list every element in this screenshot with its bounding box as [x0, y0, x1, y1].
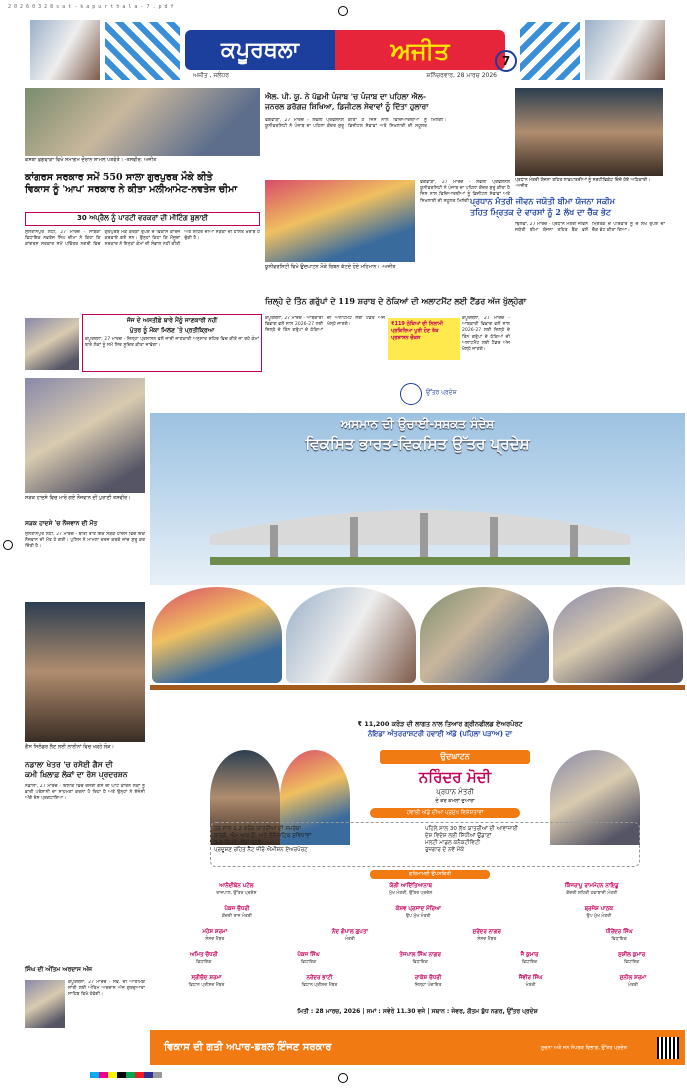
advertisement-up-airport: [150, 375, 685, 1065]
masthead-date: ਸ਼ਨਿੱਚਰਵਾਰ, 28 ਮਾਰਚ 2026: [426, 72, 497, 79]
ad-features-left: ਹਰ ਸਾਲ 1.2 ਕਰੋੜ ਯਾਤਰੀਆਂ ਦੀ ਸਮਰੱਥਾ ਕਾਰਗੋ, ਐਮ.ਆਰ.ਓ. ਅਤੇ ਲੌਜਿਸਟਿਕ ਸੁਵਿਧਾਵਾਂ 3.9 ਕਿ.ਮੀ. ਲੰਬਾ ਰਨਵੇ ਪ੍ਰਦੂਸ਼ਣ ਰਹਿਤ ਨੈੱਟ ਜ਼ੀਰੋ ਐਮੀਸ਼ਨ ਏਅਰਪੋਰਟ: [214, 826, 312, 853]
article-body-obituary: ਕਪੂਰਥਲਾ, 27 ਮਾਰਚ - ਸਵ. ਦੀ ਆਤਮਿਕ ਸ਼ਾਂਤੀ ਲਈ ਅੰਤਿਮ ਅਰਦਾਸ ਅੱਜ ਗੁਰਦੁਆਰਾ ਸਾਹਿਬ ਵਿਖੇ ਹੋਵੇਗੀ।: [68, 980, 145, 998]
dignitary-card: ਕਿੰਜਰਾਪੂ ਰਾਮਮੋਹਨ ਨਾਇਡੂ ਕੇਂਦਰੀ ਸ਼ਹਿਰੀ ਹਵਾਬਾਜ਼ੀ ਮੰਤਰੀ: [564, 883, 619, 896]
dignitary-card: ਪੰਕਜ ਸਿੰਘ ਵਿਧਾਇਕ: [297, 952, 320, 965]
ad-event-details: ਮਿਤੀ : 28 ਮਾਰਚ, 2026 | ਸਮਾਂ : ਸਵੇਰੇ 11.30 ਵਜੇ | ਸਥਾਨ : ਜੇਵਰ, ਗੌਤਮ ਬੁੱਧ ਨਗਰ, ਉੱਤਰ ਪ੍ਰਦੇਸ਼: [297, 1008, 538, 1015]
headline-pm-scheme: ਪ੍ਰਧਾਨ ਮੰਤਰੀ ਜੀਵਨ ਜਯੋਤੀ ਬੀਮਾ ਯੋਜਨਾ ਸਕੀਮ ਤਹਿਤ ਮ੍ਰਿਤਕ ਦੇ ਵਾਰਸਾਂ ਨੂੰ 2 ਲੱਖ ਦਾ ਚੈੱਕ ਭੇਟ: [470, 196, 615, 217]
print-slug: 2 0 2 6 0 3 2 8 s a t - k a p u r t h a l a - 7 . p d f: [8, 4, 174, 10]
ad-thumb-interior: [152, 587, 282, 683]
dignitary-card: ਰਾਕੇਸ਼ ਚੌਧਰੀ ਜ਼ਿਲ੍ਹਾ ਪੰਚਾਇਤ: [414, 975, 442, 988]
dignitary-card: ਮਹੇਸ਼ ਸ਼ਰਮਾ ਸੰਸਦ ਮੈਂਬਰ: [202, 929, 228, 942]
dignitary-card: ਜੈ ਕੁਮਾਰ ਵਿਧਾਇਕ: [520, 952, 539, 965]
dignitary-card: ਸੁਨੀਲ ਸ਼ਰਮਾ ਮੰਤਰੀ: [619, 975, 647, 988]
airport-terminal-graphic: [210, 495, 630, 565]
ad-image-strip: [150, 585, 685, 685]
ad-footer: [150, 1030, 685, 1065]
ad-udghatan-badge: ਉਦਘਾਟਨ: [380, 750, 530, 764]
article-body-liquor: ਕਪੂਰਥਲਾ, 27 ਮਾਰਚ - ਆਬਕਾਰੀ ਵਿਭਾਗ ਵਲੋਂ ਸਾਲ 2026-27 ਲਈ ਜ਼ਿਲ੍ਹੇ ਦੇ ਤਿੰਨ ਗਰੁੱਪਾਂ ਦੇ ਠੇਕਿਆਂ ਦੀ ਅਲਾਟਮੈਂਟ ਲਈ ਟੈਂਡਰ ਅੱਜ ਖੋਲ੍ਹੇ ਜਾਣਗੇ।: [265, 316, 385, 334]
ad-project-line-2: ਨੋਇਡਾ ਅੰਤਰਰਾਸ਼ਟਰੀ ਹਵਾਈ ਅੱਡੇ (ਪਹਿਲਾ ਪੜਾਅ) ਦਾ: [367, 730, 513, 738]
dignitary-card: ਯੋਗੀ ਆਦਿੱਤਿਆਨਾਥ ਮੁੱਖ ਮੰਤਰੀ, ਉੱਤਰ ਪ੍ਰਦੇਸ਼: [389, 883, 433, 896]
ad-by-line: ਦੇ ਕਰ ਕਮਲਾਂ ਦੁਆਰਾ: [435, 798, 475, 804]
qr-code-icon: [657, 1037, 679, 1059]
ad-body: [150, 690, 685, 1030]
headline-gas-protest: ਨਡਾਲਾ ਖੇਤਰ 'ਚ ਰਸੋਈ ਗੈਸ ਦੀ ਕਮੀ ਖ਼ਿਲਾਫ਼ ਲੋਕਾਂ ਦਾ ਰੋਸ ਪ੍ਰਦਰਸ਼ਨ: [25, 760, 128, 779]
ad-thumb-hall: [420, 587, 550, 683]
registration-mark: [338, 6, 348, 16]
ad-footer-slogan: ਵਿਕਾਸ ਦੀ ਗਤੀ ਅਪਾਰ-ਡਬਲ ਇੰਜਣ ਸਰਕਾਰ: [164, 1042, 332, 1053]
header-decoration-right: [520, 22, 580, 80]
article-body-congress: ਸੁਲਤਾਨਪੁਰ ਲੋਧੀ, 27 ਮਾਰਚ - ਸਾਬਕਾ ਵਿਧਾਇਕ ਨਵਤੇਜ ਸਿੰਘ ਚੀਮਾ ਨੇ ਕਿਹਾ ਕਿ ਕਾਂਗਰਸ ਸਰਕਾਰ ਸਮੇਂ ਪਵਿੱਤਰ ਨਗਰੀ ਵਿਚ ਗੁਰਪੁਰਬ ਮੌਕੇ ਕਰੋੜਾਂ ਰੁਪਏ ਦੇ ਵਿਕਾਸ ਕਾਰਜ ਕਰਵਾਏ ਗਏ ਸਨ। ਉਨ੍ਹਾਂ ਕਿਹਾ ਕਿ ਮੌਜੂਦਾ ਸਰਕਾਰ ਨੇ ਇਨ੍ਹਾਂ ਕੰਮਾਂ ਦੀ ਸੰਭਾਲ ਨਹੀਂ ਕੀਤੀ ਅਤੇ ਸ਼ਹਿਰ ਦੀਆਂ ਸੜਕਾਂ ਦੀ ਹਾਲਤ ਖ਼ਰਾਬ ਹੋ ਚੁੱਕੀ ਹੈ।: [25, 230, 260, 248]
dignitaries-row-3: [150, 929, 685, 942]
dignitaries-row-1: [150, 883, 685, 896]
header-building-image-right: [585, 20, 665, 80]
dignitary-card: ਆਨੰਦੀਬੇਨ ਪਟੇਲ ਰਾਜਪਾਲ, ਉੱਤਰ ਪ੍ਰਦੇਸ਼: [216, 883, 257, 896]
ad-pm-name: ਨਰਿੰਦਰ ਮੋਦੀ: [418, 768, 492, 786]
masthead-city: ਕਪੂਰਥਲਾ: [185, 30, 335, 70]
dignitary-card: ਜੈਵੀਰ ਸਿੰਘ ਮੰਤਰੀ: [518, 975, 543, 988]
photo-caption: ਕਸਬਾ ਫਗਵਾੜਾ ਵਿਖੇ ਸਮਾਗਮ ਦੌਰਾਨ ਸ਼ਾਮਲ ਪਤਵੰਤੇ। -ਤਸਵੀਰ: ਅਜੀਤ: [25, 157, 157, 163]
dignitary-card: ਨੰਦ ਗੋਪਾਲ ਗੁਪਤਾ ਮੰਤਰੀ: [331, 929, 368, 942]
headline-lpu: ਐਲ. ਪੀ. ਯੂ. ਨੇ ਪੱਛਮੀ ਪੰਜਾਬ 'ਚ ਪੰਜਾਬ ਦਾ ਪਹਿਲਾ ਐਲ- ਜਨਰਲ ਡਰੱਗਜ਼ ਸ਼ਿਖਿਆ, ਡਿਜੀਟਲ ਸੇਵਾਵਾਂ ਨੂੰ ਦਿੱਤਾ ਹੁਲਾਰਾ: [265, 92, 429, 111]
photo-caption-gas: ਗੈਸ ਸਿਲੰਡਰ ਲੈਣ ਲਈ ਲਾਈਨਾਂ ਵਿਚ ਖੜ੍ਹੇ ਲੋਕ।: [25, 744, 115, 750]
dignitary-card: ਸੁਸ਼ੀਲ ਕੁਮਾਰ ਵਿਧਾਇਕ: [618, 952, 646, 965]
dignitary-card: ਸੁਰੇਂਦਰ ਨਾਗਰ ਸੰਸਦ ਮੈਂਬਰ: [472, 929, 501, 942]
ad-hero: [150, 375, 685, 585]
ad-features-right: ਪਹਿਲੇ ਸਾਲ 30 ਲੱਖ ਯਾਤਰੀਆਂ ਦੀ ਆਵਾਜਾਈ ਦੇਸ਼ ਵਿਦੇਸ਼ ਲਈ ਸਿੱਧੀਆਂ ਉਡਾਣਾਂ ਮਲਟੀ ਮਾਡਲ ਕਨੈਕਟੀਵਿਟੀ ਰੁਜ਼ਗਾਰ ਦੇ ਨਵੇਂ ਮੌਕੇ: [425, 826, 518, 853]
ad-features-title: ਹਵਾਈ ਅੱਡੇ ਦੀਆਂ ਪ੍ਰਮੁੱਖ ਵਿਸ਼ੇਸ਼ਤਾਵਾਂ: [370, 808, 520, 818]
dignitary-card: ਕੇਸ਼ਵ ਪ੍ਰਸਾਦ ਮੌਰਿਆ ਉਪ ਮੁੱਖ ਮੰਤਰੀ: [395, 906, 441, 919]
dignitary-card: ਅਮਿਤ ਚੌਧਰੀ ਵਿਧਾਇਕ: [189, 952, 218, 965]
registration-mark: [338, 1073, 348, 1083]
color-calibration-bar: [90, 1072, 162, 1078]
headline-liquor-tender: ਜ਼ਿਲ੍ਹੇ ਦੇ ਤਿੰਨ ਗਰੁੱਪਾਂ ਦੇ 119 ਸ਼ਰਾਬ ਦੇ ਠੇਕਿਆਂ ਦੀ ਅਲਾਟਮੈਂਟ ਲਈ ਟੈਂਡਰ ਅੱਜ ਖੁੱਲ੍ਹੇਗਾ: [265, 296, 527, 306]
header-building-image-left: [30, 20, 100, 80]
dignitaries-row-2: [150, 906, 685, 919]
news-photo-gas-queue: [25, 602, 145, 742]
dignitary-card: ਤੇਜਪਾਲ ਸਿੰਘ ਨਾਗਰ ਵਿਧਾਇਕ: [399, 952, 441, 965]
ad-thumb-runway: [286, 587, 416, 683]
article-body-lpu: ਫਗਵਾੜਾ, 27 ਮਾਰਚ - ਲਵਲੀ ਪ੍ਰੋਫੈਸ਼ਨਲ ਯੂਨੀਵਰਸਿਟੀ ਨੇ ਪੰਜਾਬ ਦਾ ਪਹਿਲਾ ਕੇਂਦਰ ਸ਼ੁਰੂ ਕੀਤਾ ਹੈ ਜਿਸ ਨਾਲ ਵਿਦਿਆਰਥੀਆਂ ਨੂੰ ਡਿਜੀਟਲ ਸੇਵਾਵਾਂ ਅਤੇ ਸਿਖਲਾਈ ਦੀ ਸਹੂਲਤ ਮਿਲੇਗੀ।: [265, 118, 447, 130]
news-photo-ceremony: [25, 88, 260, 156]
ad-headline-2: ਵਿਕਸਿਤ ਭਾਰਤ-ਵਿਕਸਿਤ ਉੱਤਰ ਪ੍ਰਦੇਸ਼: [305, 435, 530, 453]
header-decoration-left: [105, 22, 180, 80]
ad-features-box: [210, 822, 640, 867]
article-body-gas: ਨਡਾਲਾ, 27 ਮਾਰਚ - ਇਲਾਕੇ ਵਿਚ ਰਸੋਈ ਗੈਸ ਦੀ ਘਾਟ ਕਾਰਨ ਲੋਕਾਂ ਨੂੰ ਭਾਰੀ ਪਰੇਸ਼ਾਨੀ ਦਾ ਸਾਹਮਣਾ ਕਰਨਾ ਪੈ ਰਿਹਾ ਹੈ ਅਤੇ ਉਨ੍ਹਾਂ ਨੇ ਏਜੰਸੀ ਅੱਗੇ ਰੋਸ ਪ੍ਰਗਟਾਇਆ।: [25, 784, 145, 802]
ad-headline-1: ਅਸਮਾਨ ਦੀ ਉਚਾਈ-ਸਸ਼ਕਤ ਸੰਦੇਸ਼: [340, 417, 495, 431]
article-body-pm-scheme: ਢਿਲਵਾਂ, 27 ਮਾਰਚ - ਪ੍ਰਧਾਨ ਮੰਤਰੀ ਜੀਵਨ ਜਯੋਤੀ ਬੀਮਾ ਯੋਜਨਾ ਤਹਿਤ ਬੈਂਕ ਵਲੋਂ ਮ੍ਰਿਤਕ ਦੇ ਪਰਿਵਾਰ ਨੂੰ ਦੋ ਲੱਖ ਰੁਪਏ ਦਾ ਚੈੱਕ ਭੇਟ ਕੀਤਾ ਗਿਆ।: [515, 222, 665, 234]
dignitaries-row-4: [150, 952, 685, 965]
ad-project-line-1: ₹ 11,200 ਕਰੋੜ ਦੀ ਲਾਗਤ ਨਾਲ ਤਿਆਰ ਗ੍ਰੀਨਫੀਲਡ ਏਅਰਪੋਰਟ: [357, 720, 523, 728]
headline-obituary: ਸਿੰਘ ਦੀ ਅੰਤਿਮ ਅਰਦਾਸ ਅੱਜ: [25, 966, 93, 973]
news-photo-youth: [25, 378, 145, 493]
news-photo-ribbon-cutting: [265, 180, 415, 262]
dignitary-card: ਪੰਕਜ ਚੌਧਰੀ ਕੇਂਦਰੀ ਰਾਜ ਮੰਤਰੀ: [221, 906, 252, 919]
news-photo-cheque: [515, 88, 663, 176]
news-photo-portrait: [25, 318, 79, 370]
masthead: [185, 30, 505, 82]
ad-pm-title: ਪ੍ਰਧਾਨ ਮੰਤਰੀ: [436, 788, 474, 796]
subhead-meeting: 30 ਅਪ੍ਰੈਲ ਨੂੰ ਪਾਰਟੀ ਵਰਕਰਾਂ ਦੀ ਮੀਟਿੰਗ ਬੁਲਾਈ: [25, 212, 260, 226]
photo-caption-youth: ਸੜਕ ਹਾਦਸੇ ਵਿਚ ਮਾਰੇ ਗਏ ਨੌਜਵਾਨ ਦੀ ਪੁਰਾਣੀ ਤਸਵੀਰ।: [25, 495, 131, 501]
headline-accident: ਸੜਕ ਹਾਦਸੇ 'ਚ ਨੌਜਵਾਨ ਦੀ ਮੌਤ: [25, 520, 98, 527]
page-number: 7: [495, 50, 517, 72]
registration-mark: [3, 540, 13, 550]
box-story: ਜੱਜ ਦੇ ਅਸਤੀਫ਼ੇ ਬਾਰੇ ਮੈਂਨੂੰ ਜਾਣਕਾਰੀ ਨਹੀਂ ਪੁੱਤਰ ਨੂੰ ਮੌਕਾ ਮਿਲਣ 'ਤੇ ਪ੍ਰਤੀਕ੍ਰਿਆ ਕਪੂਰਥਲਾ, 27 ਮਾਰਚ - ਜ਼ਿਲ੍ਹਾ ਪ੍ਰਸ਼ਾਸਨ ਵਲੋਂ ਜਾਰੀ ਜਾਣਕਾਰੀ ਅਨੁਸਾਰ ਸ਼ਹਿਰ ਵਿਚ ਕੀਤੇ ਜਾ ਰਹੇ ਕੰਮਾਂ ਬਾਰੇ ਲੋਕਾਂ ਨੂੰ ਸਮੇਂ ਸਿਰ ਸੂਚਿਤ ਕੀਤਾ ਜਾਵੇਗਾ।: [82, 314, 262, 372]
highlight-box-liquor: ₹119 ਠੇਕਿਆਂ ਦੀ ਨਿਲਾਮੀ ਪ੍ਰਕਿਰਿਆ ਪੂਰੀ ਹੋਣ ਤੱਕ ਪ੍ਰਸ਼ਾਸਨ ਚੌਕਸ: [388, 318, 460, 360]
dignitaries-row-5: [150, 975, 685, 988]
article-body-lpu-cont: ਫਗਵਾੜਾ, 27 ਮਾਰਚ - ਲਵਲੀ ਪ੍ਰੋਫੈਸ਼ਨਲ ਯੂਨੀਵਰਸਿਟੀ ਨੇ ਪੰਜਾਬ ਦਾ ਪਹਿਲਾ ਕੇਂਦਰ ਸ਼ੁਰੂ ਕੀਤਾ ਹੈ ਜਿਸ ਨਾਲ ਵਿਦਿਆਰਥੀਆਂ ਨੂੰ ਡਿਜੀਟਲ ਸੇਵਾਵਾਂ ਅਤੇ ਸਿਖਲਾਈ ਦੀ ਸਹੂਲਤ ਮਿਲੇਗੀ।: [420, 180, 510, 204]
dignitary-card: ਧੀਰੇਂਦਰ ਸਿੰਘ ਵਿਧਾਇਕ: [605, 929, 633, 942]
dignitary-card: ਨਰੇਂਦਰ ਭਾਟੀ ਵਿਧਾਨ ਪ੍ਰੀਸ਼ਦ ਮੈਂਬਰ: [301, 975, 338, 988]
article-body-liquor-cont: ਕਪੂਰਥਲਾ, 27 ਮਾਰਚ - ਆਬਕਾਰੀ ਵਿਭਾਗ ਵਲੋਂ ਸਾਲ 2026-27 ਲਈ ਜ਼ਿਲ੍ਹੇ ਦੇ ਤਿੰਨ ਗਰੁੱਪਾਂ ਦੇ ਠੇਕਿਆਂ ਦੀ ਅਲਾਟਮੈਂਟ ਲਈ ਟੈਂਡਰ ਅੱਜ ਖੋਲ੍ਹੇ ਜਾਣਗੇ।: [462, 316, 510, 353]
ad-presence-title: ਗਰਿਮਾਮਈ ਉਪਸਥਿਤੀ: [370, 870, 490, 879]
masthead-tagline: ਅਜੀਤ , ਜਲੰਧਰ: [193, 72, 229, 79]
obituary-photo: [25, 980, 65, 1028]
dignitary-card: ਸ੍ਰੀਚੰਦ ਸ਼ਰਮਾ ਵਿਧਾਨ ਪ੍ਰੀਸ਼ਦ ਮੈਂਬਰ: [188, 975, 225, 988]
photo-caption-pm-scheme: ਪ੍ਰਧਾਨ ਮੰਤਰੀ ਯੋਜਨਾ ਤਹਿਤ ਲਾਭਪਾਤਰੀਆਂ ਨੂੰ ਸਰਟੀਫਿਕੇਟ ਦਿੰਦੇ ਹੋਏ ਅਧਿਕਾਰੀ। -ਅਜੀਤ: [515, 178, 651, 189]
ad-logo-text: ਉੱਤਰ ਪ੍ਰਦੇਸ਼: [426, 389, 457, 396]
up-emblem-icon: [400, 383, 422, 405]
box-story-body: ਕਪੂਰਥਲਾ, 27 ਮਾਰਚ - ਜ਼ਿਲ੍ਹਾ ਪ੍ਰਸ਼ਾਸਨ ਵਲੋਂ ਜਾਰੀ ਜਾਣਕਾਰੀ ਅਨੁਸਾਰ ਸ਼ਹਿਰ ਵਿਚ ਕੀਤੇ ਜਾ ਰਹੇ ਕੰਮਾਂ ਬਾਰੇ ਲੋਕਾਂ ਨੂੰ ਸਮੇਂ ਸਿਰ ਸੂਚਿਤ ਕੀਤਾ ਜਾਵੇਗਾ।: [85, 337, 259, 349]
masthead-paper-name: ਅਜੀਤ: [335, 30, 505, 70]
ad-footer-info: ਸੂਚਨਾ ਅਤੇ ਜਨ ਸੰਪਰਕ ਵਿਭਾਗ, ਉੱਤਰ ਪ੍ਰਦੇਸ਼: [540, 1044, 627, 1051]
ad-thumb-aerial: [553, 587, 683, 683]
photo-caption-lpu: ਯੂਨੀਵਰਸਿਟੀ ਵਿਖੇ ਉਦਘਾਟਨ ਮੌਕੇ ਰਿਬਨ ਕੱਟਦੇ ਹੋਏ ਮਹਿਮਾਨ। -ਅਜੀਤ: [265, 264, 396, 270]
article-body-accident: ਸੁਲਤਾਨਪੁਰ ਲੋਧੀ, 27 ਮਾਰਚ - ਬੀਤੀ ਰਾਤ ਇਕ ਸੜਕ ਹਾਦਸੇ ਵਿਚ ਇਕ ਨੌਜਵਾਨ ਦੀ ਮੌਤ ਹੋ ਗਈ। ਪੁਲਿਸ ਨੇ ਮਾਮਲਾ ਦਰਜ ਕਰਕੇ ਜਾਂਚ ਸ਼ੁਰੂ ਕਰ ਦਿੱਤੀ ਹੈ।: [25, 532, 145, 550]
dignitary-card: ਬ੍ਰਜੇਸ਼ ਪਾਠਕ ਉਪ ਮੁੱਖ ਮੰਤਰੀ: [584, 906, 614, 919]
headline-congress: ਕਾਂਗਰਸ ਸਰਕਾਰ ਸਮੇਂ 550 ਸਾਲਾ ਗੁਰਪੁਰਬ ਮੌਕੇ ਕੀਤੇ ਵਿਕਾਸ ਨੂੰ 'ਆਪ' ਸਰਕਾਰ ਨੇ ਕੀਤਾ ਮਲੀਆਮੇਟ-ਨਵਤੇਜ ਚੀਮਾ: [25, 172, 238, 195]
